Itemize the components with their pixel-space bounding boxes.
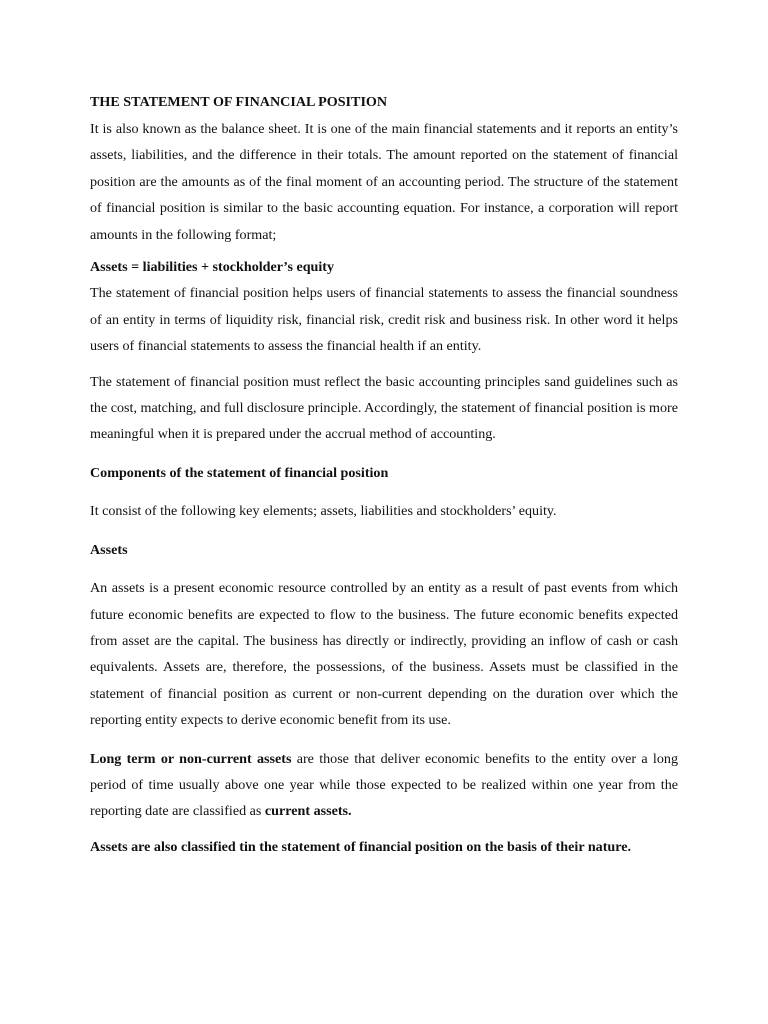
accounting-equation: Assets = liabilities + stockholder’s equity bbox=[90, 259, 335, 276]
current-assets-term: current assets. bbox=[264, 803, 352, 820]
principles-paragraph: The statement of financial position must reflect the basic accounting principles sand guidelines such as the cost, matching, and full disclosure principle. Accordingly, the statement of financial position is more meaningful when it is prepared under the accrual method of accounting. bbox=[90, 373, 678, 443]
long-term-assets-paragraph bbox=[90, 746, 678, 825]
document-page bbox=[90, 92, 678, 860]
classification-heading: Assets are also classified tin the statement of financial position on the basis of their nature. bbox=[90, 838, 632, 855]
assets-heading: Assets bbox=[90, 541, 128, 558]
long-term-assets-text: are those that deliver economic benefits to the entity over a long period of time usually above one year while those expected to be realized within one year from the reporting date are classified as bbox=[90, 750, 678, 820]
long-term-assets-term: Long term or non-current assets bbox=[90, 750, 292, 767]
assets-paragraph: An assets is a present economic resource controlled by an entity as a result of past events from which future economic benefits are expected to flow to the business. The future economic benefits expected from asset are the capital. The business has directly or indirectly, providing an inflow of cash or cash equivalents. Assets are, therefore, the possessions, of the business. Assets must be classified in the statement of financial position as current or non-current depending on the duration over which the reporting entity expects to derive economic benefit from its use. bbox=[90, 580, 678, 729]
document-title: THE STATEMENT OF FINANCIAL POSITION bbox=[90, 94, 388, 110]
components-heading: Components of the statement of financial position bbox=[90, 464, 389, 481]
intro-paragraph: It is also known as the balance sheet. It is one of the main financial statements and it reports an entity’s assets, liabilities, and the difference in their totals. The amount reported on the statement of financial position are the amounts as of the final moment of an accounting period. The structure of the statement of financial position is similar to the basic accounting equation. For instance, a corporation will report amounts in the following format; bbox=[90, 121, 678, 243]
components-paragraph: It consist of the following key elements; assets, liabilities and stockholders’ equity. bbox=[90, 503, 557, 520]
soundness-paragraph: The statement of financial position helps users of financial statements to assess the financial soundness of an entity in terms of liquidity risk, financial risk, credit risk and business risk. In other word it helps users of financial statements to assess the financial health if an entity. bbox=[90, 285, 678, 355]
